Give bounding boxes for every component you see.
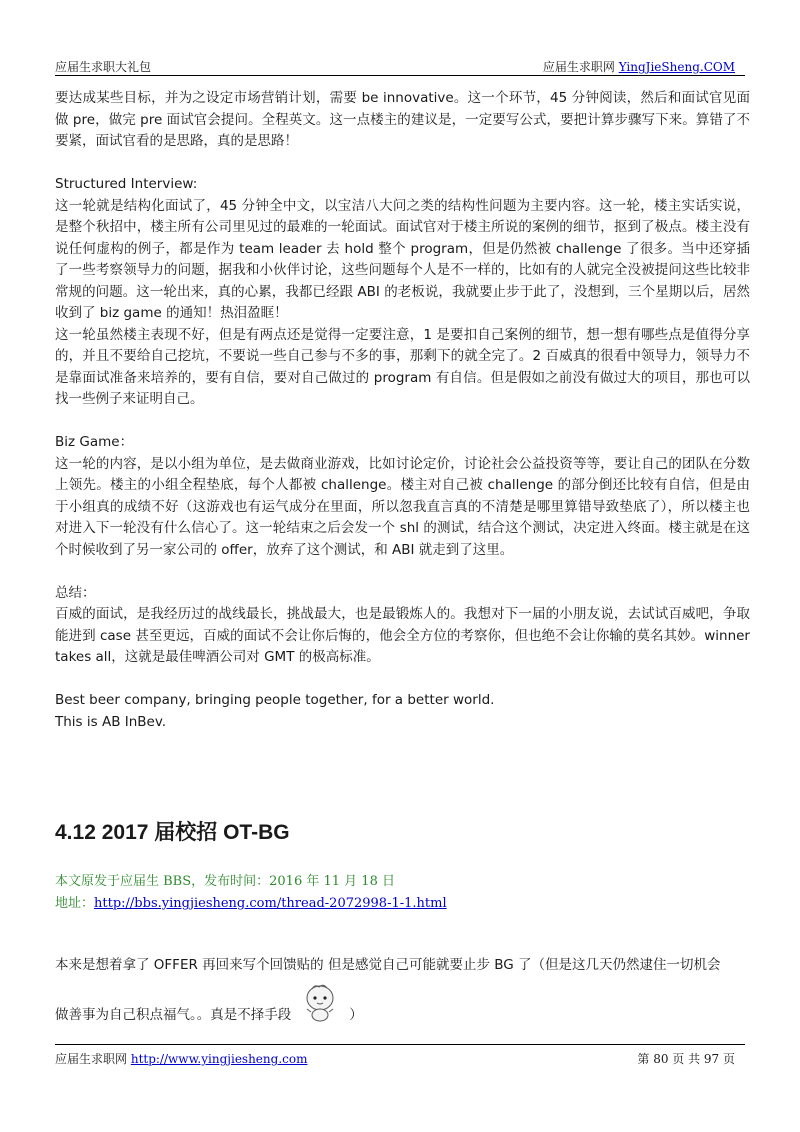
source-line: 本文原发于应届生 BBS，发布时间：2016 年 11 月 18 日 <box>55 874 395 889</box>
address-line <box>55 893 750 915</box>
intro-paragraph: 要达成某些目标，并为之设定市场营销计划，需要 be innovative。这一个环节，45 分钟阅读，然后和面试官见面做 pre，做完 pre 面试官会提问。全程英文。这一点楼主的建议是，一定要写公式，要把计算步骤写下来。算错了不要紧，面试官看的是思路，真的是思路！ <box>55 90 750 149</box>
biz-game-paragraph: 这一轮的内容，是以小组为单位，是去做商业游戏，比如讨论定价，讨论社会公益投资等等，要让自己的团队在分数上领先。楼主的小组全程垫底，每个人都被 challenge。楼主对自己被 challenge 的部分倒还比较有自信，但是由于小组真的成绩不好（这游戏也有运气成分在里面，所以忽我直言真的不清楚是哪里算错导致垫底了），所以楼主也对进入下一轮没有什么信心了。这一轮结束之后会发一个 shl 的测试，结合这个测试，决定进入终面。楼主就是在这个时候收到了另一家公司的 offer，放弃了这个测试，和 ABI 就走到了这里。 <box>55 455 750 558</box>
section-paragraph-2 <box>55 983 750 1023</box>
structured-interview-paragraph-1: 这一轮就是结构化面试了，45 分钟全中文，以宝洁八大问之类的结构性问题为主要内容。这一轮，楼主实话实说，是整个秋招中，楼主所有公司里见过的最难的一轮面试。面试官对于楼主所说的案例的细节，抠到了极点。楼主没有说任何虚构的例子，都是作为 team leader 去 hold 整个 program，但是仍然被 challenge 了很多。当中还穿插了一些考察领导力的问题，据我和小伙伴讨论，这些问题每个人是不一样的，比如有的人就完全没被提问这些比较非常规的问题。这一轮出来，真的心累，我都已经跟 ABI 的老板说，我就要止步于此了，没想到，三个星期以后，居然收到了 biz game 的通知！热泪盈眶！ <box>55 197 750 321</box>
header-rule <box>55 75 745 76</box>
footer-rule <box>55 1044 745 1045</box>
closing-line-1: Best beer company, bringing people together, for a better world. <box>55 692 495 708</box>
section-heading: 4.12 2017 届校招 OT-BG <box>55 821 290 844</box>
source-info <box>55 871 750 915</box>
biz-game-title: Biz Game： <box>55 434 134 450</box>
section-paragraph-2-text: 做善事为自己积点福气。。真是不择手段 <box>55 1006 292 1023</box>
page-header <box>55 58 745 74</box>
footer-site-link[interactable]: http://www.yingjiesheng.com <box>130 1052 308 1066</box>
header-site <box>543 58 735 75</box>
section-paragraph-2-end: ） <box>349 1006 363 1023</box>
page-number: 第 80 页 共 97 页 <box>637 1052 735 1066</box>
footer-site <box>55 1050 307 1067</box>
summary-title: 总结： <box>55 584 96 601</box>
header-title: 应届生求职大礼包 <box>55 60 152 74</box>
cartoon-face-emoticon-icon <box>303 983 337 1023</box>
structured-interview-title: Structured Interview: <box>55 176 198 192</box>
header-site-link[interactable]: YingJieSheng.COM <box>618 60 735 74</box>
closing-line-2: This is AB InBev. <box>55 713 167 730</box>
footer-site-label: 应届生求职网 <box>55 1052 128 1066</box>
structured-interview-paragraph-2: 这一轮虽然楼主表现不好，但是有两点还是觉得一定要注意，1 是要扣自己案例的细节，想一想有哪些点是值得分享的，并且不要给自己挖坑，不要说一些自己参与不多的事，那剩下的就全完了。2 百威真的很看中领导力，领导力不是靠面试准备来培养的，要有自信，要对自己做过的 program 有自信。但是假如之前没有做过大的项目，那也可以找一些例子来证明自己。 <box>55 326 750 407</box>
page-content <box>55 88 750 1023</box>
summary-paragraph: 百威的面试，是我经历过的战线最长，挑战最大，也是最锻炼人的。我想对下一届的小朋友说，去试试百威吧，争取能进到 case 甚至更远，百威的面试不会让你后悔的，他会全方位的考察你，但也绝不会让你输的莫名其妙。winner takes all，这就是最佳啤酒公司对 GMT 的极高标准。 <box>55 606 750 665</box>
address-link[interactable]: http://bbs.yingjiesheng.com/thread-2072998-1-1.html <box>94 896 447 911</box>
header-site-label: 应届生求职网 <box>542 60 615 74</box>
section-paragraph-1: 本来是想着拿了 OFFER 再回来写个回馈贴的 但是感觉自己可能就要止步 BG 了（但是这几天仍然逮住一切机会 <box>55 957 721 973</box>
address-label: 地址： <box>55 896 95 911</box>
